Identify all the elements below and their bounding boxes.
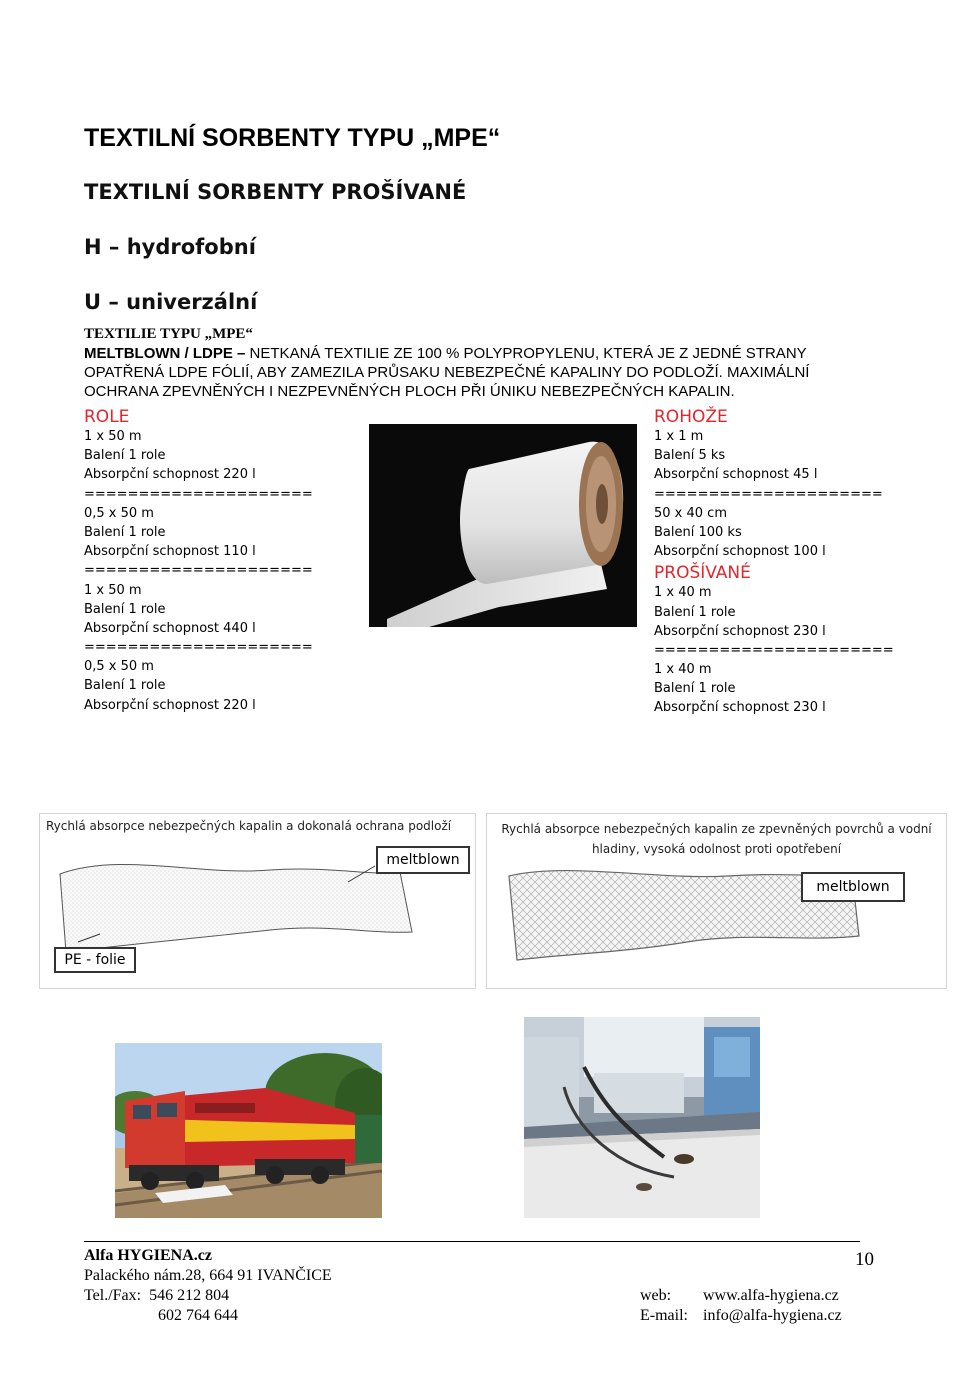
spec-line: 0,5 x 50 m (84, 659, 154, 675)
spec-line: 1 x 40 m (654, 662, 712, 678)
spec-line: Balení 1 role (84, 678, 166, 694)
email-label: E-mail: (640, 1307, 688, 1324)
subtitle-hydrofobni: H – hydrofobní (84, 235, 256, 259)
separator-line: ===================== (84, 563, 313, 579)
caption-line: Rychlá absorpce nebezpečných kapalin ze zpevněných povrchů a vodní (501, 822, 932, 836)
roll-photo (369, 424, 637, 627)
rohoze-heading: ROHOŽE (654, 407, 728, 427)
spec-line: Absorpční schopnost 230 l (654, 623, 826, 639)
tel-number-2: 602 764 644 (158, 1307, 238, 1324)
spec-line: 1 x 50 m (84, 429, 142, 444)
machine-photo (524, 1017, 760, 1218)
spec-line: Balení 5 ks (654, 448, 726, 464)
role-column (84, 407, 313, 715)
subtitle-proshivane: TEXTILNÍ SORBENTY PROŠÍVANÉ (84, 180, 467, 204)
spec-line: Absorpční schopnost 220 l (84, 697, 256, 713)
footer-rule (84, 1241, 860, 1242)
spec-line: 1 x 1 m (654, 429, 704, 444)
web-link[interactable]: www.alfa-hygiena.cz (703, 1287, 839, 1304)
tel-number-1: 546 212 804 (149, 1287, 230, 1304)
pe-folie-label: PE - folie (54, 947, 136, 973)
locomotive-image (115, 1043, 382, 1218)
subtitle-univerzalni: U – univerzální (84, 290, 258, 314)
page-title: TEXTILNÍ SORBENTY TYPU „MPE“ (84, 124, 501, 152)
footer-address: Palackého nám.28, 664 91 IVANČICE (84, 1267, 332, 1284)
footer-company: Alfa HYGIENA.cz (84, 1247, 212, 1264)
spec-line: 0,5 x 50 m (84, 505, 154, 521)
separator-line: ====================== (654, 642, 894, 658)
spec-line: Absorpční schopnost 230 l (654, 700, 826, 716)
spec-line: Balení 1 role (654, 604, 736, 620)
role-heading: ROLE (84, 407, 130, 427)
spec-line: Absorpční schopnost 440 l (84, 620, 256, 636)
machine-floor-image (524, 1017, 760, 1218)
page-number: 10 (855, 1249, 874, 1270)
proshivane-heading: PROŠÍVANÉ (654, 563, 751, 584)
meltblown-quilted-diagram (486, 813, 947, 989)
locomotive-photo (115, 1043, 382, 1218)
spec-line: Balení 1 role (84, 601, 166, 617)
separator-line: ===================== (84, 486, 313, 502)
spec-line: Absorpční schopnost 220 l (84, 467, 256, 483)
spec-line: Absorpční schopnost 45 l (654, 467, 818, 483)
separator-line: ===================== (654, 486, 883, 502)
spec-line: Absorpční schopnost 100 l (654, 544, 826, 560)
intro-paragraph (84, 325, 874, 401)
description-bold: MELTBLOWN / LDPE – (84, 345, 246, 362)
spec-line: Balení 1 role (84, 448, 166, 464)
caption-line: hladiny, vysoká odolnost proti opotřebení (591, 842, 842, 856)
spec-line: 1 x 40 m (654, 585, 712, 601)
spec-line: Balení 100 ks (654, 524, 742, 540)
separator-line: ===================== (84, 640, 313, 656)
footer-tel (84, 1286, 229, 1306)
email-link[interactable]: info@alfa-hygiena.cz (703, 1307, 842, 1324)
description-text: NETKANÁ TEXTILIE ZE 100 % POLYPROPYLENU, KTERÁ JE Z JEDNÉ STRANY OPATŘENÁ LDPE FÓLIÍ, ABY ZAMEZILA PRŮSAKU NEBEZPEČNÉ KAPALINY DO PODLOŽÍ. MAXIMÁLNÍ OCHRANA ZPEVNĚNÝCH I NEZPEVNĚNÝCH PLOCH PŘI ÚNIKU NEBEZPEČNÝCH KAPALIN. (84, 345, 810, 400)
rohoze-column (654, 407, 894, 718)
spec-line: 50 x 40 cm (654, 505, 727, 521)
meltblown-label: meltblown (801, 872, 905, 902)
meltblown-label: meltblown (376, 846, 470, 874)
sorbent-roll-image (369, 424, 637, 627)
description (84, 344, 874, 401)
tel-label: Tel./Fax: (84, 1287, 142, 1304)
spec-line: Balení 1 role (654, 681, 736, 697)
diagram-caption: Rychlá absorpce nebezpečných kapalin a dokonalá ochrana podloží (46, 819, 452, 833)
spec-line: 1 x 50 m (84, 582, 142, 598)
web-label: web: (640, 1287, 672, 1304)
type-line: TEXTILIE TYPU „MPE“ (84, 326, 253, 342)
spec-line: Absorpční schopnost 110 l (84, 544, 256, 560)
spec-line: Balení 1 role (84, 524, 166, 540)
meltblown-pe-diagram (39, 813, 476, 989)
